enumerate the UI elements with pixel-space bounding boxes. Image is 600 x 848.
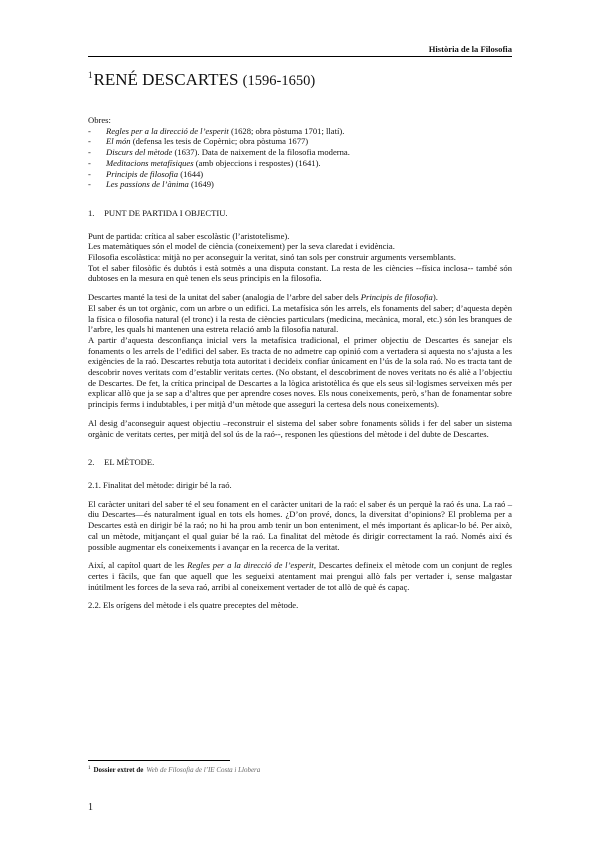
obres-item-title: Regles per a la direcció de l’esperit [106,125,229,136]
page-title [88,70,315,90]
book-title: Principis de filosofia [360,292,433,303]
title-name: RENÉ DESCARTES [93,70,239,89]
subsection-heading: 2.1. Finalitat del mètode: dirigir bé la raó. [88,479,232,490]
book-title: Regles per a la direcció de l’esperit [187,560,314,571]
document-body [88,115,512,611]
paragraph-text: , Descartes defineix el mètode com un conjunt de regles certes i fàcils, que fan que aquell que les segueixi atentament mai prengui allò fals per vertader i, sense malgastar inútilment les forces de la seva raó, arribi al coneixement vertader de tot allò de què és capaç. [88,560,512,592]
running-header: Història de la Filosofia [428,44,512,54]
paragraph: A partir d’aquesta desconfiança inicial vers la metafísica tradicional, el primer objectiu de Descartes és sanejar els fonaments o les arrels de l’edifici del saber. Es tracta de no admetre cap opinió com a vertadera si aquesta no s’ajusta a les exigències de la raó. Descartes rebutja tota autoritat i decideix confiar únicament en l’ús de la sola raó. No es tracta tant de descobrir noves veritats com d’establir veritats certes. (No obstant, el descobriment de noves veritats no és aliè a l’objectiu de Descartes. De fet, la crítica principal de Descartes a la lògica aristotèlica és que els seus sil·logismes serveixen més per explicar allò que ja se sap a d’altres que per aprendre coses noves. Els nous coneixements, però, s’han de fonamentar sobre principis ferms i indubtables, i per mitjà d’un mètode que asseguri la certesa dels nous coneixements). [88,334,512,410]
section-number: 1. [88,207,95,218]
obres-item [88,126,512,137]
obres-item-note: (1649) [188,179,214,190]
section-heading [88,457,512,468]
footnote-mark: 1 [88,766,91,771]
section-title: PUNT DE PARTIDA I OBJECTIU. [104,207,228,218]
obres-item-note: (defensa les tesis de Copèrnic; obra pòstuma 1677) [130,136,309,147]
page-number: 1 [88,802,93,813]
paragraph [88,292,512,303]
obres-item [88,179,512,190]
list-dash: - [88,147,91,158]
paragraph [88,560,512,592]
obres-item-note: (1628; obra pòstuma 1701; llatí). [228,125,345,136]
paragraph: Filosofia escolàstica: mitjà no per aconseguir la veritat, sinó tan sols per construir arguments versemblants. [88,252,456,263]
header-rule [88,56,512,57]
list-dash: - [88,157,91,168]
obres-item-title: Meditacions metafísiques [106,157,194,168]
paragraph-text: Així, al capítol quart de les [88,560,188,571]
list-dash: - [88,136,91,147]
paragraph: Al desig d’aconseguir aquest objectiu –reconstruir el sistema del saber sobre fonaments sòlids i fer del saber un sistema orgànic de veritats certes, per mitjà del sol ús de la raó--, responen les qüestions del mètode i del dubte de Descartes. [88,417,512,439]
paragraph: Punt de partida: crítica al saber escolàstic (l’aristotelisme). [88,230,290,241]
footnote-label: Dossier extret de [93,766,144,774]
paragraph: El saber és un tot orgànic, com un arbre o un edifici. La metafísica són les arrels, els fonaments del saber; d’aquesta depèn la física o filosofia natural (el tronc) i la resta de ciències particulars (medicina, mecànica, moral, etc.) són les branques de l’arbre, les quals hi mantenen una estreta relació amb la filosofia natural. [88,302,512,335]
paragraph-text: ). [432,292,438,303]
paragraph: El caràcter unitari del saber té el seu fonament en el caràcter unitari de la raó: el saber és un perquè la raó és una. La raó –diu Descartes—és naturalment igual en tots els homes. ¿D’on prové, doncs, la diversitat d’opinions? El problema per a Descartes està en dirigir bé la raó; no hi ha prou amb tenir un bon enteniment, el més important és aplicar-lo bé. Per això, cal un mètode, mitjançant el qual guiar bé la raó. La finalitat del mètode és dirigir correctament la raó. Només així és possible augmentar els coneixements i avançar en la recerca de la veritat. [88,498,512,552]
paragraph-text: Descartes manté la tesi de la unitat del saber (analogia de l’arbre del saber dels [88,292,361,303]
list-dash: - [88,125,91,136]
obres-heading: Obres: [88,115,111,125]
obres-item-title: El món [106,136,131,147]
obres-item-title: Les passions de l’ànima [106,179,189,190]
obres-item [88,158,512,169]
section-title: EL MÈTODE. [104,457,155,468]
footnote-rule [88,760,230,761]
obres-item-note: (1644) [178,168,204,179]
paragraph: Tot el saber filosòfic és dubtós i està sotmès a una disputa constant. La resta de les ciències --física inclosa-- també són dubtoses en la mesura en què tenen els seus principis en la filosofia. [88,262,512,284]
list-dash: - [88,168,91,179]
paragraph: Les matemàtiques són el model de ciència (coneixement) per la seva claredat i evidència. [88,241,395,252]
section-number: 2. [88,457,95,468]
title-years: (1596-1650) [242,73,316,89]
list-dash: - [88,179,91,190]
obres-item [88,147,512,158]
footnote [88,766,260,774]
obres-list [88,126,512,190]
obres-item-title: Discurs del mètode [106,147,173,158]
obres-item [88,169,512,180]
obres-item-title: Principis de filosofia [106,168,179,179]
subsection-heading: 2.2. Els orígens del mètode i els quatre preceptes del mètode. [88,600,299,611]
title-footnote-mark[interactable]: 1 [88,70,93,80]
obres-item-note: (amb objeccions i respostes) (1641). [193,157,321,168]
footnote-source-link[interactable]: Web de Filosofia de l’IE Costa i Llobera [146,766,261,774]
obres-item [88,136,512,147]
obres-item-note: (1637). Data de naixement de la filosofia moderna. [172,147,350,158]
section-heading [88,208,512,219]
